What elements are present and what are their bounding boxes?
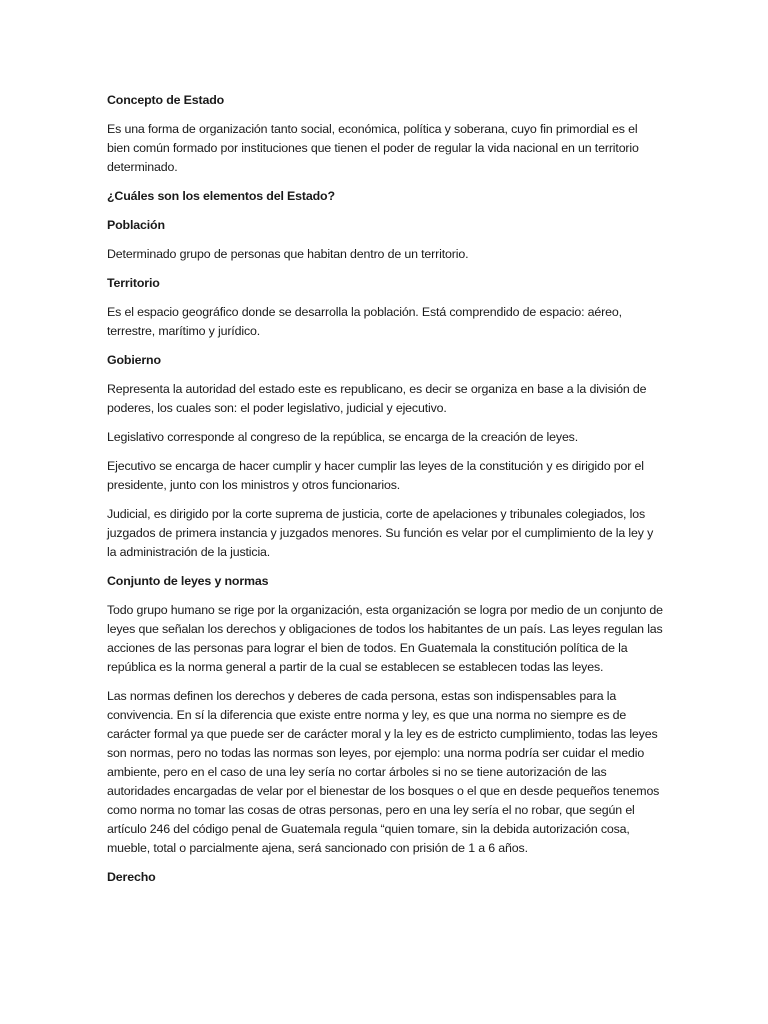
heading-derecho: Derecho <box>107 870 156 884</box>
paragraph-ejecutivo: Ejecutivo se encarga de hacer cumplir y hacer cumplir las leyes de la constitución y es dirigido por el presidente, junto con los ministros y otros funcionarios. <box>107 459 644 492</box>
paragraph-territorio: Es el espacio geográfico donde se desarrolla la población. Está comprendido de espacio: aéreo, terrestre, marítimo y jurídico. <box>107 305 622 338</box>
paragraph-normas: Las normas definen los derechos y deberes de cada persona, estas son indispensables para la convivencia. En sí la diferencia que existe entre norma y ley, es que una norma no siempre es de carácter formal ya que puede ser de carácter moral y la ley es de estricto cumplimiento, todas las leyes son normas, pero no todas las normas son leyes, por ejemplo: una norma podría ser cuidar el medio ambiente, pero en el caso de una ley sería no cortar árboles si no se tiene autorización de las autoridades encargadas de velar por el bienestar de los bosques o el que en desde pequeños tenemos como norma no tomar las cosas de otras personas, pero en una ley sería el no robar, que según el artículo 246 del código penal de Guatemala regula “quien tomare, sin la debida autorización cosa, mueble, total o parcialmente ajena, será sancionado con prisión de 1 a 6 años. <box>107 689 660 855</box>
heading-conjunto-de-leyes: Conjunto de leyes y normas <box>107 574 269 588</box>
heading-territorio: Territorio <box>107 276 160 290</box>
document-page <box>107 91 663 897</box>
heading-poblacion: Población <box>107 218 165 232</box>
paragraph-poblacion: Determinado grupo de personas que habitan dentro de un territorio. <box>107 247 469 261</box>
heading-gobierno: Gobierno <box>107 353 161 367</box>
paragraph-judicial: Judicial, es dirigido por la corte suprema de justicia, corte de apelaciones y tribunales colegiados, los juzgados de primera instancia y juzgados menores. Su función es velar por el cumplimiento de la ley y la administración de la justicia. <box>107 507 654 559</box>
paragraph-gobierno: Representa la autoridad del estado este es republicano, es decir se organiza en base a la división de poderes, los cuales son: el poder legislativo, judicial y ejecutivo. <box>107 382 647 415</box>
paragraph-concepto: Es una forma de organización tanto social, económica, política y soberana, cuyo fin primordial es el bien común formado por instituciones que tienen el poder de regular la vida nacional en un territorio determinado. <box>107 122 639 174</box>
heading-elementos-del-estado: ¿Cuáles son los elementos del Estado? <box>107 189 335 203</box>
heading-concepto-de-estado: Concepto de Estado <box>107 93 225 107</box>
paragraph-legislativo: Legislativo corresponde al congreso de la república, se encarga de la creación de leyes. <box>107 430 579 444</box>
paragraph-conjunto: Todo grupo humano se rige por la organización, esta organización se logra por medio de un conjunto de leyes que señalan los derechos y obligaciones de todos los habitantes de un país. Las leyes regulan las acciones de las personas para lograr el bien de todos. En Guatemala la constitución política de la república es la norma general a partir de la cual se establecen se establecen todas las leyes. <box>107 603 663 674</box>
